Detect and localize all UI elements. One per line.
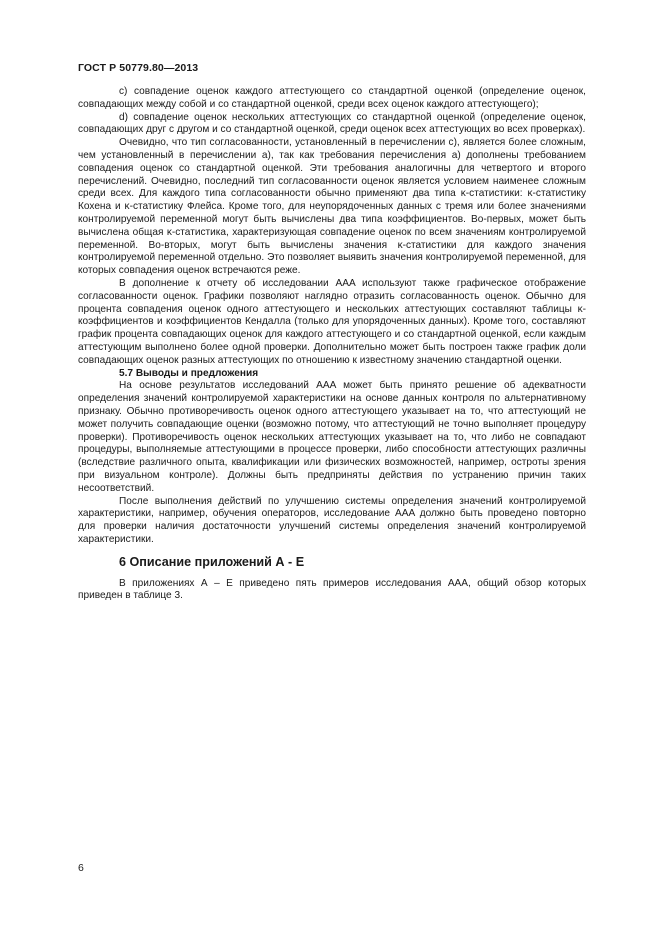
document-body <box>78 86 586 603</box>
paragraph-appendix-overview: В приложениях А – Е приведено пять примеров исследования AAA, общий обзор которых приведен в таблице 3. <box>78 577 586 602</box>
paragraph-consistency-types: Очевидно, что тип согласованности, установленный в перечислении с), является более сложным, чем установленный в перечислении а), так как требования перечисления а) дополнены требованием совпадения оценок со стандартной оценкой. Эти требования аналогичны для четвертого и второго перечислений. Очевидно, последний тип согласованности оценок является условием наименее сложным среди всех. Для каждого типа согласованности обычно применяют два типа κ-статистики: κ-статистику Кохена и κ-статистику Флейса. Кроме того, для неупорядоченных данных с тремя или более значениями контролируемой переменной могут быть вычислены два типа коэффициентов. Во-первых, может быть вычислена общая κ-статистика, характеризующая совпадение оценок по всем значениям контролируемой переменной. Во-вторых, могут быть вычислены значения κ-статистики для каждого значения контролируемой переменной отдельно. Это позволяет выявить значения контролируемой переменной, для которых совпадения оценок встречаются реже. <box>78 137 586 277</box>
document-header: ГОСТ Р 50779.80—2013 <box>78 62 199 74</box>
subsection-heading: 5.7 Выводы и предложения <box>119 367 259 379</box>
list-item-c: с) совпадение оценок каждого аттестующего со стандартной оценкой (определение оценок, совпадающих между собой и со стандартной оценкой, среди всех оценок каждого аттестующего); <box>78 86 586 110</box>
paragraph-improvements: После выполнения действий по улучшению системы определения значений контролируемой характеристики, например, обучения операторов, исследование AAA должно быть проведено повторно для проверки наличия достаточности улучшений системы определения значений контролируемой характеристики. <box>78 495 586 545</box>
section-heading: 6 Описание приложений А - Е <box>119 554 305 569</box>
list-item-d: d) совпадение оценок нескольких аттестующих со стандартной оценкой (определение оценок, совпадающих друг с другом и со стандартной оценкой, среди оценок всех аттестующих во всех проверках). <box>78 111 586 136</box>
paragraph-graphical-display: В дополнение к отчету об исследовании AAA используют также графическое отображение согласованности оценок. Графики позволяют наглядно отразить согласованность оценок. Обычно для процента совпадения оценок одного аттестующего и нескольких аттестующих составляют таблицы κ-коэффициентов и коэффициентов Кендалла (только для упорядоченных данных). Кроме того, составляют график процента совпадающих оценок для каждого аттестующего и со стандартной оценкой, если каждым аттестующим выполнено более одной проверки. Дополнительно может быть построен также график доли совпадающих оценок разных аттестующих по отношению к известному значению стандартной оценки. <box>78 277 586 366</box>
page-number: 6 <box>78 862 84 874</box>
paragraph-conclusions: На основе результатов исследований AAA может быть принято решение об адекватности определения значений контролируемой характеристики на основе данных контроля по альтернативному признаку. Обычно противоречивость оценок одного аттестующего указывает на то, что аттестующий не может получить совпадающие оценки (возможно потому, что аттестующий не точно выполняет процедуру проверки). Противоречивость оценок нескольких аттестующих указывает на то, что либо не совпадают процедуры, выполняемые аттестующими в процессе проверки, либо способности аттестующих различны (вследствие различного опыта, квалификации или физических возможностей, например, остроты зрения при визуальном контроле). Должны быть предприняты действия по устранению причин таких несоответствий. <box>78 380 586 494</box>
